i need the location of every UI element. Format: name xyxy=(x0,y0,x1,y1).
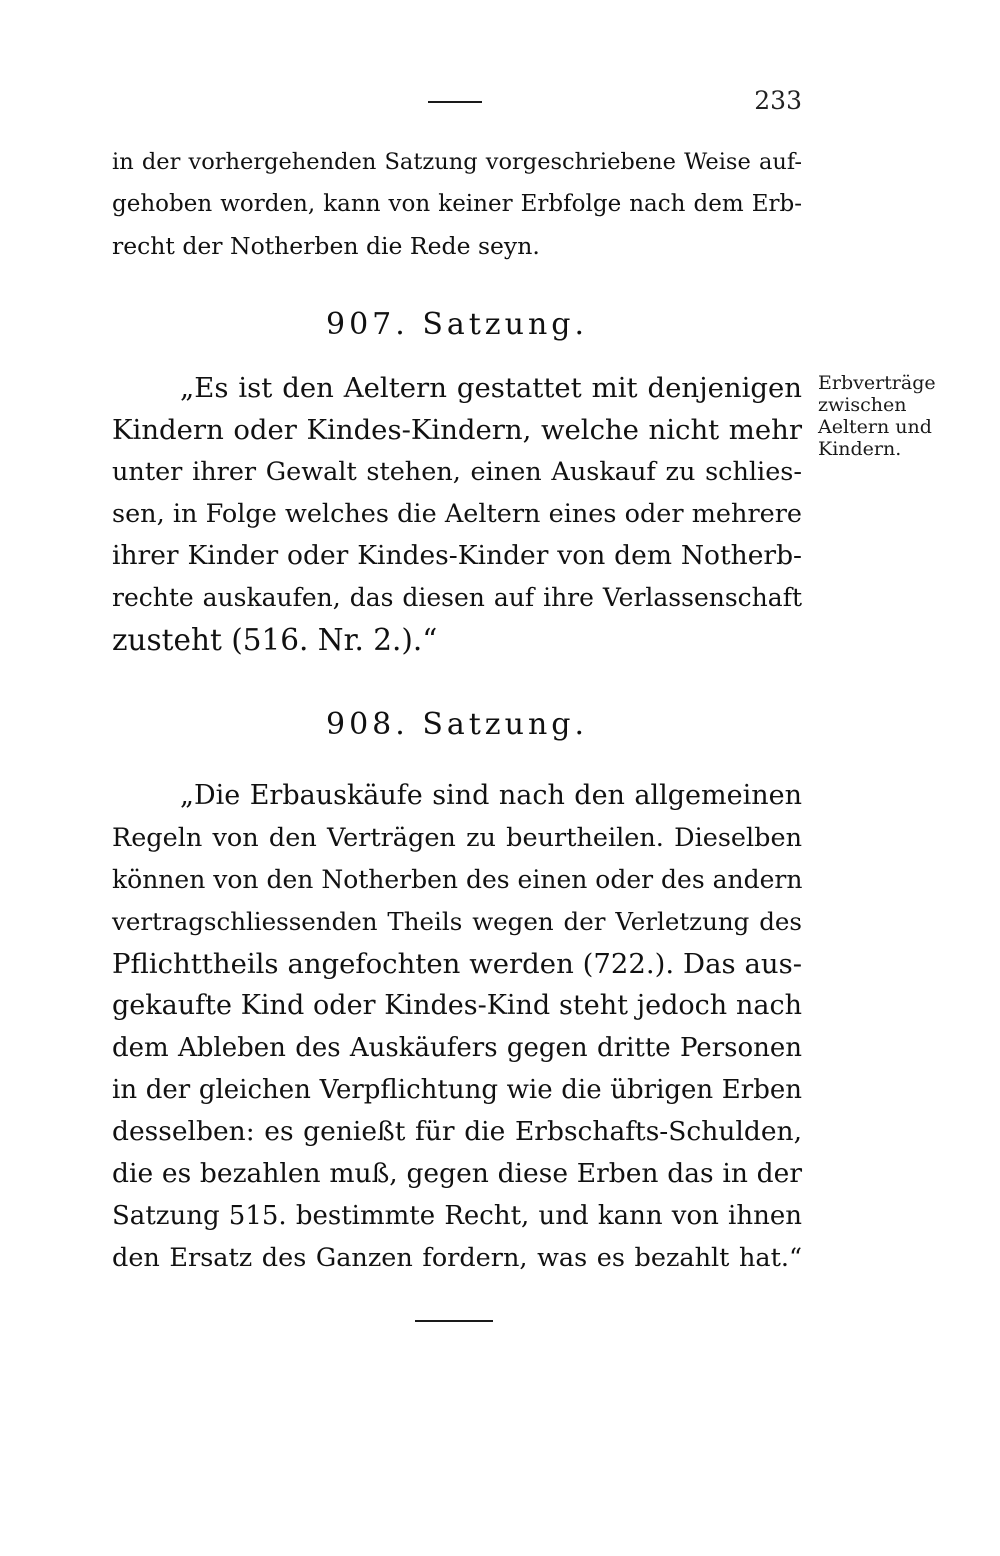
text-line: können von den Notherben des einen oder des andern xyxy=(112,865,803,894)
section-end-rule xyxy=(415,1320,493,1322)
margin-note xyxy=(818,372,958,460)
text-line: vertragschliessenden Theils wegen der Verletzung des xyxy=(112,907,802,936)
text-line: Satzung 515. bestimmte Recht, und kann von ihnen xyxy=(112,1201,802,1231)
text-line: „Die Erbauskäufe sind nach den allgemeinen xyxy=(180,780,802,811)
text-line: Pflichttheils angefochten werden (722.). Das aus- xyxy=(112,948,802,980)
page-number: 233 xyxy=(754,86,802,115)
text-line: die es bezahlen muß, gegen diese Erben das in der xyxy=(112,1158,802,1189)
text-line: gehoben worden, kann von keiner Erbfolge nach dem Erb- xyxy=(112,191,802,217)
text-line: den Ersatz des Ganzen fordern, was es bezahlt hat.“ xyxy=(112,1243,802,1273)
text-line: Regeln von den Verträgen zu beurtheilen. Dieselben xyxy=(112,823,802,853)
text-line: in der vorhergehenden Satzung vorgeschriebene Weise auf- xyxy=(112,149,802,175)
margin-note-line: Kindern. xyxy=(818,438,902,460)
text-line: desselben: es genießt für die Erbschafts-Schulden, xyxy=(112,1116,802,1147)
text-line: in der gleichen Verpflichtung wie die übrigen Erben xyxy=(112,1075,802,1105)
header-rule xyxy=(428,101,482,103)
margin-note-line: Erbverträge xyxy=(818,372,936,394)
text-line: ihrer Kinder oder Kindes-Kinder von dem Notherb- xyxy=(112,540,802,571)
margin-note-line: zwischen xyxy=(818,394,907,416)
section-heading: 908. Satzung. xyxy=(325,707,588,742)
text-line: „Es ist den Aeltern gestattet mit denjenigen xyxy=(180,372,802,404)
text-line: zusteht (516. Nr. 2.).“ xyxy=(112,623,438,657)
text-line: sen, in Folge welches die Aeltern eines oder mehrere xyxy=(112,499,802,529)
section-heading: 907. Satzung. xyxy=(325,307,588,342)
text-line: recht der Notherben die Rede seyn. xyxy=(112,232,540,260)
text-line: Kindern oder Kindes-Kindern, welche nicht mehr xyxy=(112,414,802,446)
text-line: unter ihrer Gewalt stehen, einen Auskauf zu schlies- xyxy=(112,457,802,487)
text-line: rechte auskaufen, das diesen auf ihre Verlassenschaft xyxy=(112,583,802,612)
text-line: dem Ableben des Auskäufers gegen dritte Personen xyxy=(112,1033,802,1063)
margin-note-line: Aeltern und xyxy=(818,416,932,438)
text-line: gekaufte Kind oder Kindes-Kind steht jedoch nach xyxy=(112,990,802,1021)
